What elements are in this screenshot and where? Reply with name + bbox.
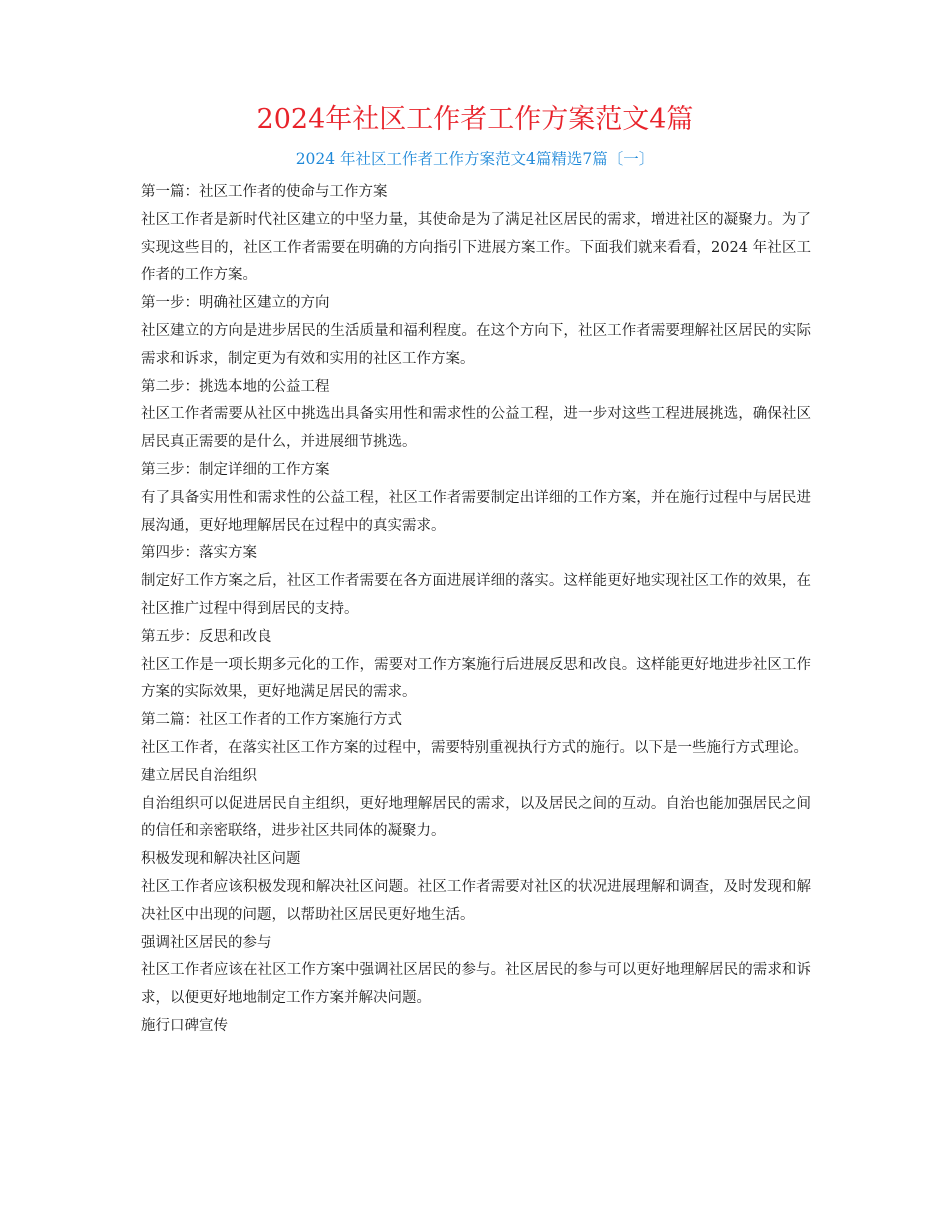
document-subtitle: 2024 年社区工作者工作方案范文4篇精选7篇〔一〕 bbox=[295, 150, 655, 168]
document-body bbox=[141, 179, 811, 1041]
section-heading: 积极发现和解决社区问题 bbox=[141, 851, 301, 868]
section-heading: 第一步：明确社区建立的方向 bbox=[141, 295, 330, 312]
paragraph: 社区工作者需要从社区中挑选出具备实用性和需求性的公益工程，进一步对这些工程进展挑选，确保社区居民真正需要的是什么，并进展细节挑选。 bbox=[141, 406, 811, 451]
paragraph: 社区工作者应该积极发现和解决社区问题。社区工作者需要对社区的状况进展理解和调查，及时发现和解决社区中出现的问题，以帮助社区居民更好地生活。 bbox=[141, 878, 811, 923]
paragraph: 制定好工作方案之后，社区工作者需要在各方面进展详细的落实。这样能更好地实现社区工作的效果，在社区推广过程中得到居民的支持。 bbox=[141, 573, 811, 617]
section-heading: 第三步：制定详细的工作方案 bbox=[141, 461, 330, 478]
document-title: 2024年社区工作者工作方案范文4篇 bbox=[256, 104, 694, 135]
section-heading: 第四步：落实方案 bbox=[141, 545, 257, 562]
section-heading: 第二步：挑选本地的公益工程 bbox=[141, 378, 330, 395]
paragraph: 社区工作者，在落实社区工作方案的过程中，需要特别重视执行方式的施行。以下是一些施行方式理论。 bbox=[141, 739, 808, 756]
section-heading: 施行口碑宣传 bbox=[141, 1017, 228, 1034]
section-heading: 第五步：反思和改良 bbox=[141, 628, 272, 645]
section-heading: 第一篇：社区工作者的使命与工作方案 bbox=[141, 184, 388, 200]
paragraph: 社区工作者应该在社区工作方案中强调社区居民的参与。社区居民的参与可以更好地理解居民的需求和诉求，以便更好地地制定工作方案并解决问题。 bbox=[141, 962, 811, 1007]
section-heading: 建立居民自治组织 bbox=[141, 767, 257, 784]
paragraph: 社区工作者是新时代社区建立的中坚力量，其使命是为了满足社区居民的需求，增进社区的凝聚力。为了实现这些目的，社区工作者需要在明确的方向指引下进展方案工作。下面我们就来看看，2024 年社区工作者的工作方案。 bbox=[141, 211, 811, 284]
section-heading: 第二篇：社区工作者的工作方案施行方式 bbox=[141, 712, 402, 729]
paragraph: 有了具备实用性和需求性的公益工程，社区工作者需要制定出详细的工作方案，并在施行过程中与居民进展沟通，更好地理解居民在过程中的真实需求。 bbox=[141, 489, 811, 534]
section-heading: 强调社区居民的参与 bbox=[141, 934, 272, 951]
paragraph: 社区建立的方向是进步居民的生活质量和福利程度。在这个方向下，社区工作者需要理解社区居民的实际需求和诉求，制定更为有效和实用的社区工作方案。 bbox=[141, 322, 811, 367]
paragraph: 自治组织可以促进居民自主组织，更好地理解居民的需求，以及居民之间的互动。自治也能加强居民之间的信任和亲密联络，进步社区共同体的凝聚力。 bbox=[141, 795, 811, 840]
paragraph: 社区工作是一项长期多元化的工作，需要对工作方案施行后进展反思和改良。这样能更好地进步社区工作方案的实际效果，更好地满足居民的需求。 bbox=[141, 656, 811, 701]
